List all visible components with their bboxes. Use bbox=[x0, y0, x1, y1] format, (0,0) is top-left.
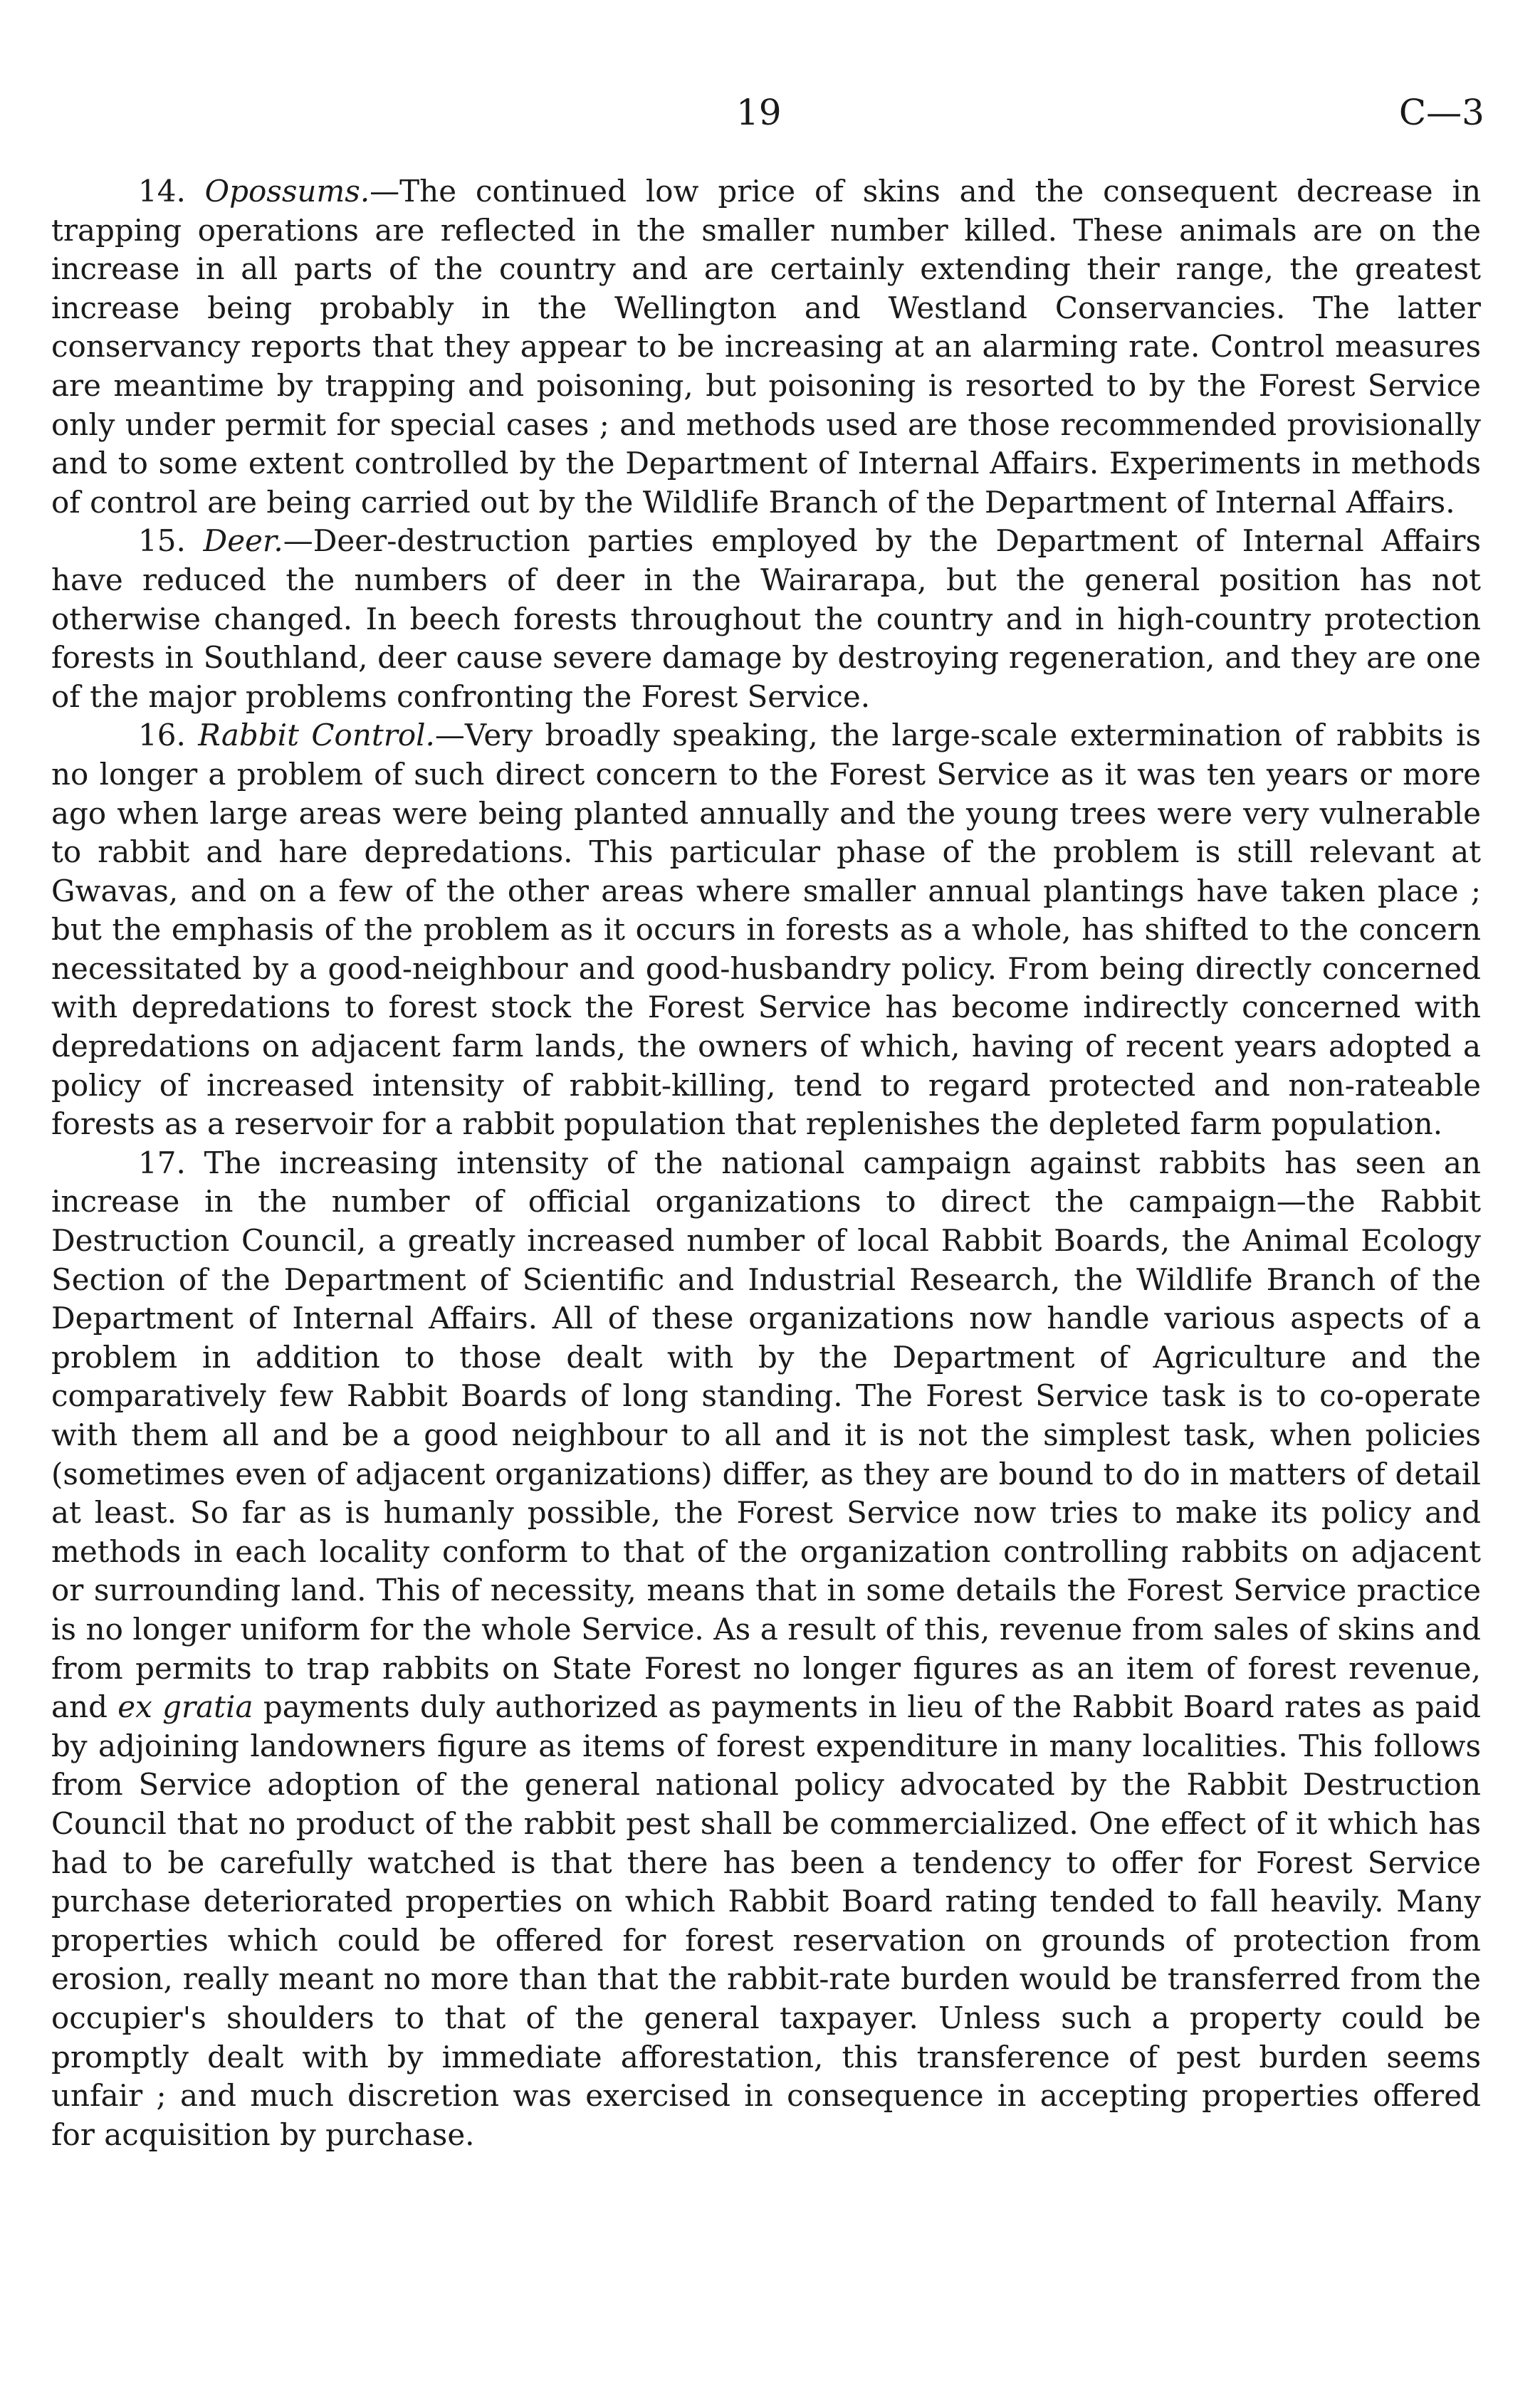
paragraph-number: 16. bbox=[138, 718, 186, 753]
paragraph-text-continued: payments duly authorized as payments in lieu of the Rabbit Board rates as paid by adjoining landowners figure as items of forest expenditure in many localities. This follows from Service adoption of the general national policy advocated by the Rabbit Destruction Council that no product of the rabbit pest shall be commercialized. One effect of it which has had to be carefully watched is that there has been a tendency to offer for Forest Service purchase deteriorated properties on which Rabbit Board rating tended to fall heavily. Many properties which could be offered for forest reservation on grounds of protection from erosion, really meant no more than that the rabbit-rate burden would be transferred from the occupier's shoulders to that of the general taxpayer. Unless such a property could be promptly dealt with by immediate afforestation, this transference of pest burden seems unfair ; and much discretion was exercised in consequence in accepting properties offered for acquisition by purchase. bbox=[51, 1689, 1481, 2152]
paragraph-number: 14. bbox=[138, 174, 186, 209]
paragraph-text: —Deer-destruction parties employed by the Department of Internal Affairs have reduced the numbers of deer in the Wairarapa, but the general position has not otherwise changed. In beech forests throughout the country and in high-country protection forests in Southland, deer cause severe damage by destroying regeneration, and they are one of the major problems confronting the Forest Service. bbox=[51, 523, 1481, 714]
italic-phrase: ex gratia bbox=[117, 1689, 253, 1725]
paragraph-heading: Deer. bbox=[203, 523, 283, 559]
paragraph-15 bbox=[51, 522, 1481, 716]
paragraph-text: The increasing intensity of the national campaign against rabbits has seen an increase in the number of official organizations to direct the campaign—the Rabbit Destruction Council, a greatly increased number of local Rabbit Boards, the Animal Ecology Section of the Department of Scientific and Industrial Research, the Wildlife Branch of the Department of Internal Affairs. All of these organizations now handle various aspects of a problem in addition to those dealt with by the Department of Agriculture and the comparatively few Rabbit Boards of long standing. The Forest Service task is to co-operate with them all and be a good neighbour to all and it is not the simplest task, when policies (sometimes even of adjacent organizations) differ, as they are bound to do in matters of detail at least. So far as is humanly possible, the Forest Service now tries to make its policy and methods in each locality conform to that of the organization controlling rabbits on adjacent or surrounding land. This of necessity, means that in some details the Forest Service practice is no longer uniform for the whole Service. As a result of this, revenue from sales of skins and from permits to trap rabbits on State Forest no longer figures as an item of forest revenue, and bbox=[51, 1145, 1482, 1725]
paragraph-text: —Very broadly speaking, the large-scale extermination of rabbits is no longer a problem of such direct concern to the Forest Service as it was ten years or more ago when large areas were being planted annually and the young trees were very vulnerable to rabbit and hare depredations. This particular phase of the problem is still relevant at Gwavas, and on a few of the other areas where smaller annual plantings have taken place ; but the emphasis of the problem as it occurs in forests as a whole, has shifted to the concern necessitated by a good-neighbour and good-husbandry policy. From being directly concerned with depredations to forest stock the Forest Service has become indirectly concerned with depredations on adjacent farm lands, the owners of which, having of recent years adopted a policy of increased intensity of rabbit-killing, tend to regard protected and non-rateable forests as a reservoir for a rabbit population that replenishes the depleted farm population. bbox=[51, 718, 1481, 1142]
paragraph-heading: Opossums. bbox=[204, 174, 370, 209]
paragraph-14 bbox=[51, 172, 1481, 522]
paragraph-number: 15. bbox=[138, 523, 186, 559]
paragraph-heading: Rabbit Control. bbox=[198, 718, 435, 753]
document-code: C—3 bbox=[1398, 92, 1484, 133]
paragraph-16 bbox=[51, 716, 1481, 1144]
paragraph-number: 17. bbox=[138, 1145, 186, 1180]
paragraph-text: —The continued low price of skins and the consequent decrease in trapping operations are reflected in the smaller number killed. These animals are on the increase in all parts of the country and are certainly extending their range, the greatest increase being probably in the Wellington and Westland Conservancies. The latter conservancy reports that they appear to be increasing at an alarming rate. Control measures are meantime by trapping and poisoning, but poisoning is resorted to by the Forest Service only under permit for special cases ; and methods used are those recommended provisionally and to some extent controlled by the Department of Internal Affairs. Experiments in methods of control are being carried out by the Wildlife Branch of the Department of Internal Affairs. bbox=[51, 174, 1481, 520]
body-text bbox=[51, 172, 1481, 2154]
paragraph-17 bbox=[51, 1144, 1481, 2154]
page-number: 19 bbox=[736, 92, 782, 133]
page-header bbox=[0, 84, 1540, 141]
